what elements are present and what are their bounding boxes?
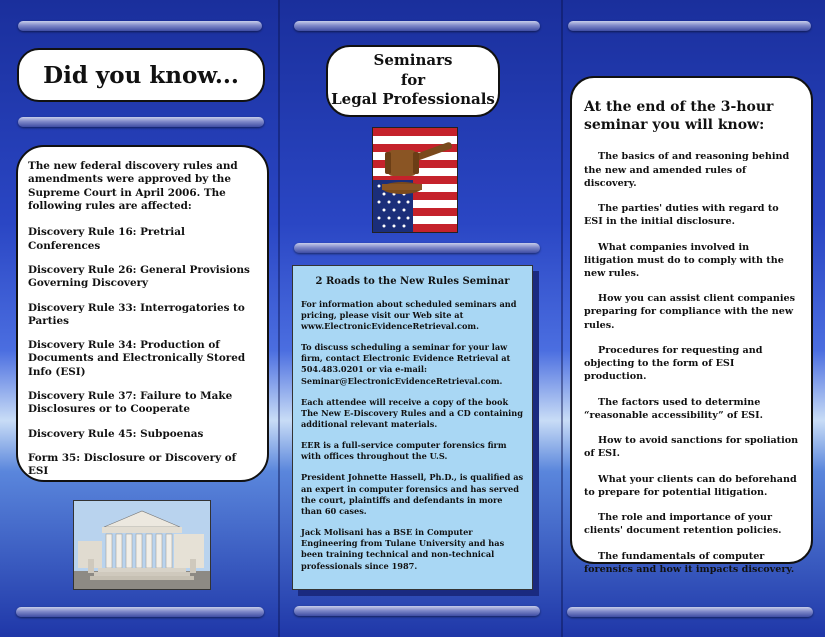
rule-item: Form 35: Disclosure or Discovery of ESI: [28, 452, 237, 478]
seminar-title-line3: Legal Professionals: [331, 90, 495, 108]
rule-item: Discovery Rule 45: Subpoenas: [28, 427, 204, 440]
info-paragraph: For information about scheduled seminars and pricing, please visit our Web site at www.ElectronicEvidenceRetrieval.com.: [301, 298, 517, 331]
seminar-title-line2: for: [400, 70, 426, 89]
seminar-title: [326, 45, 500, 117]
rules-list-box: [16, 145, 269, 482]
gavel-flag-photo: [372, 127, 458, 233]
info-paragraph: Jack Molisani has a BSE in Computer Engineering from Tulane University and has been training technical and non-technical professionals since 1987.: [301, 527, 505, 571]
decorative-bar: [568, 21, 811, 31]
decorative-bar: [294, 243, 540, 253]
outcome-item: How to avoid sanctions for spoliation of ESI.: [584, 435, 799, 460]
seminar-info-box: [292, 265, 533, 590]
rule-item: Discovery Rule 33: Interrogatories to Parties: [28, 301, 245, 327]
seminar-title-line1: Seminars: [373, 51, 453, 69]
did-you-know-title: [17, 48, 265, 102]
decorative-bar: [294, 21, 540, 31]
decorative-bar: [18, 21, 262, 31]
info-paragraph: EER is a full-service computer forensics firm with offices throughout the U.S.: [301, 440, 507, 462]
rule-item: Discovery Rule 26: General Provisions Governing Discovery: [28, 263, 250, 290]
outcome-item: The factors used to determine “reasonable accessibility” of ESI.: [584, 396, 763, 421]
decorative-bar: [294, 606, 540, 616]
outcome-item: The basics of and reasoning behind the new and amended rules of discovery.: [584, 151, 790, 189]
outcomes-title: At the end of the 3-hour seminar you will know:: [584, 99, 774, 134]
info-heading: 2 Roads to the New Rules Seminar: [315, 276, 510, 287]
outcome-item: The fundamentals of computer forensics and how it impacts discovery.: [584, 550, 795, 575]
rule-item: Discovery Rule 34: Production of Documents and Electronically Stored Info (ESI): [28, 339, 246, 378]
did-you-know-title-text: Did you know...: [43, 61, 239, 89]
info-paragraph: President Johnette Hassell, Ph.D., is qualified as an expert in computer forensics and has served the court, plaintiffs and defendants in more than 60 cases.: [301, 472, 524, 516]
outcome-item: What your clients can do beforehand to prepare for potential litigation.: [584, 473, 797, 498]
decorative-bar: [567, 607, 813, 617]
info-paragraph: To discuss scheduling a seminar for your law firm, contact Electronic Evidence Retrieval at 504.483.0201 or via e-mail: Seminar@ElectronicEvidenceRetrieval.com.: [301, 342, 511, 386]
rule-item: Discovery Rule 16: Pretrial Conferences: [28, 226, 185, 252]
decorative-bar: [16, 607, 264, 617]
info-paragraph: Each attendee will receive a copy of the book The New E-Discovery Rules and a CD containing additional relevant materials.: [301, 396, 523, 429]
decorative-bar: [18, 117, 264, 127]
rules-intro: The new federal discovery rules and amendments were approved by the Supreme Court in April 2006. The following rules are affected:: [28, 160, 238, 212]
outcome-item: How you can assist client companies preparing for compliance with the new rules.: [584, 293, 795, 331]
outcome-item: Procedures for requesting and objecting to the form of ESI production.: [584, 344, 763, 383]
outcome-item: The parties' duties with regard to ESI in the initial disclosure.: [584, 203, 779, 228]
supreme-court-photo: [73, 500, 211, 590]
rule-item: Discovery Rule 37: Failure to Make Disclosures or to Cooperate: [28, 390, 233, 416]
outcome-item: What companies involved in litigation must do to comply with the new rules.: [584, 241, 784, 280]
outcome-item: The role and importance of your clients' document retention policies.: [584, 512, 782, 537]
fold-line-right: [561, 0, 563, 637]
fold-line-left: [278, 0, 280, 637]
learning-outcomes-box: [570, 76, 813, 575]
